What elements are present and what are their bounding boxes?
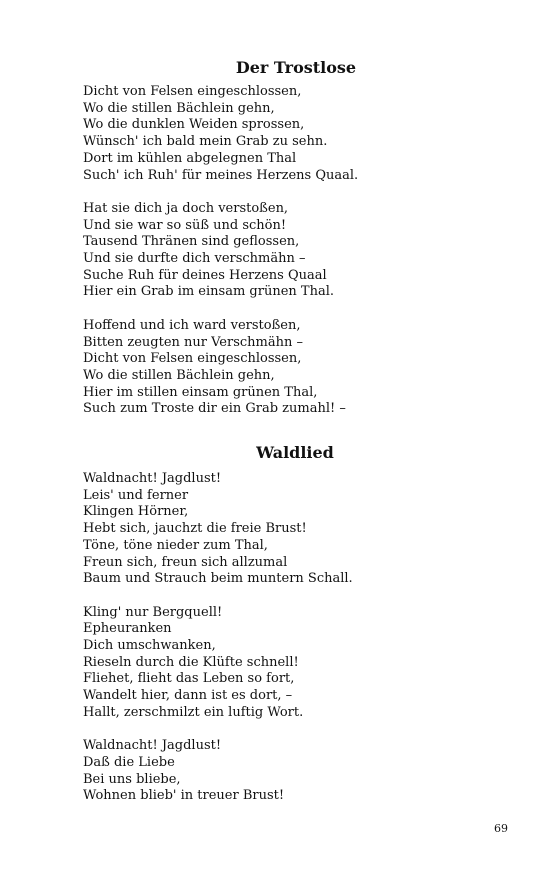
poem-body	[83, 84, 483, 418]
verse-line: Wo die stillen Bächlein gehn,	[83, 100, 275, 116]
verse-line: Rieseln durch die Klüfte schnell!	[83, 654, 299, 670]
verse-line: Such zum Troste dir ein Grab zumahl! –	[83, 401, 346, 417]
poem-der-trostlose	[83, 58, 483, 418]
poem-title: Waldlied	[256, 443, 334, 462]
verse-line: Klingen Hörner,	[83, 504, 189, 520]
stanza-gap	[83, 722, 483, 739]
verse-line: Dort im kühlen abgelegnen Thal	[83, 150, 297, 166]
verse-line: Wo die stillen Bächlein gehn,	[83, 367, 275, 383]
verse-line: Suche Ruh für deines Herzens Quaal	[83, 267, 327, 283]
verse-line: Freun sich, freun sich allzumal	[83, 554, 288, 570]
verse-line: Wohnen blieb' in treuer Brust!	[83, 788, 285, 804]
verse-line: Dich umschwanken,	[83, 638, 216, 654]
verse-line: Und sie durfte dich verschmähn –	[83, 251, 306, 267]
verse-line: Waldnacht! Jagdlust!	[83, 471, 222, 486]
poem-title: Der Trostlose	[235, 58, 357, 77]
stanza-gap	[83, 184, 483, 201]
verse-line: Leis' und ferner	[83, 487, 189, 503]
verse-line: Hier im stillen einsam grünen Thal,	[83, 384, 318, 400]
stanza	[83, 84, 483, 184]
verse-line: Daß die Liebe	[83, 754, 175, 770]
verse-line: Bitten zeugten nur Verschmähn –	[83, 334, 303, 350]
page-number: 69	[494, 822, 508, 835]
verse-line: Hoffend und ich ward verstoßen,	[83, 317, 301, 333]
stanza	[83, 201, 483, 301]
verse-line: Dicht von Felsen eingeschlossen,	[83, 351, 302, 367]
verse-line: Baum und Strauch beim muntern Schall.	[83, 571, 353, 587]
verse-line: Tausend Thränen sind geflossen,	[83, 234, 300, 250]
stanza	[83, 318, 483, 418]
verse-line: Fliehet, flieht das Leben so fort,	[83, 671, 295, 687]
verse-line: Töne, töne nieder zum Thal,	[83, 537, 268, 553]
verse-line: Bei uns bliebe,	[83, 771, 181, 787]
verse-line: Waldnacht! Jagdlust!	[83, 738, 222, 754]
verse-line: Hier ein Grab im einsam grünen Thal.	[83, 284, 334, 300]
poem-waldlied	[83, 443, 483, 805]
verse-line: Dicht von Felsen eingeschlossen,	[83, 84, 302, 99]
verse-line: Kling' nur Bergquell!	[83, 604, 223, 620]
verse-line: Wandelt hier, dann ist es dort, –	[83, 688, 293, 704]
stanza-gap	[83, 301, 483, 318]
stanza	[83, 605, 483, 722]
verse-line: Hat sie dich ja doch verstoßen,	[83, 200, 289, 216]
verse-line: Und sie war so süß und schön!	[83, 217, 287, 233]
verse-line: Wo die dunklen Weiden sprossen,	[83, 117, 305, 133]
verse-line: Hebt sich, jauchzt die freie Brust!	[83, 521, 307, 537]
stanza	[83, 738, 483, 805]
verse-line: Wünsch' ich bald mein Grab zu sehn.	[83, 134, 328, 150]
poem-body	[83, 471, 483, 805]
stanza	[83, 471, 483, 588]
verse-line: Epheuranken	[83, 621, 172, 637]
verse-line: Hallt, zerschmilzt ein luftig Wort.	[83, 704, 304, 720]
stanza-gap	[83, 588, 483, 605]
verse-line: Such' ich Ruh' für meines Herzens Quaal.	[83, 167, 359, 183]
